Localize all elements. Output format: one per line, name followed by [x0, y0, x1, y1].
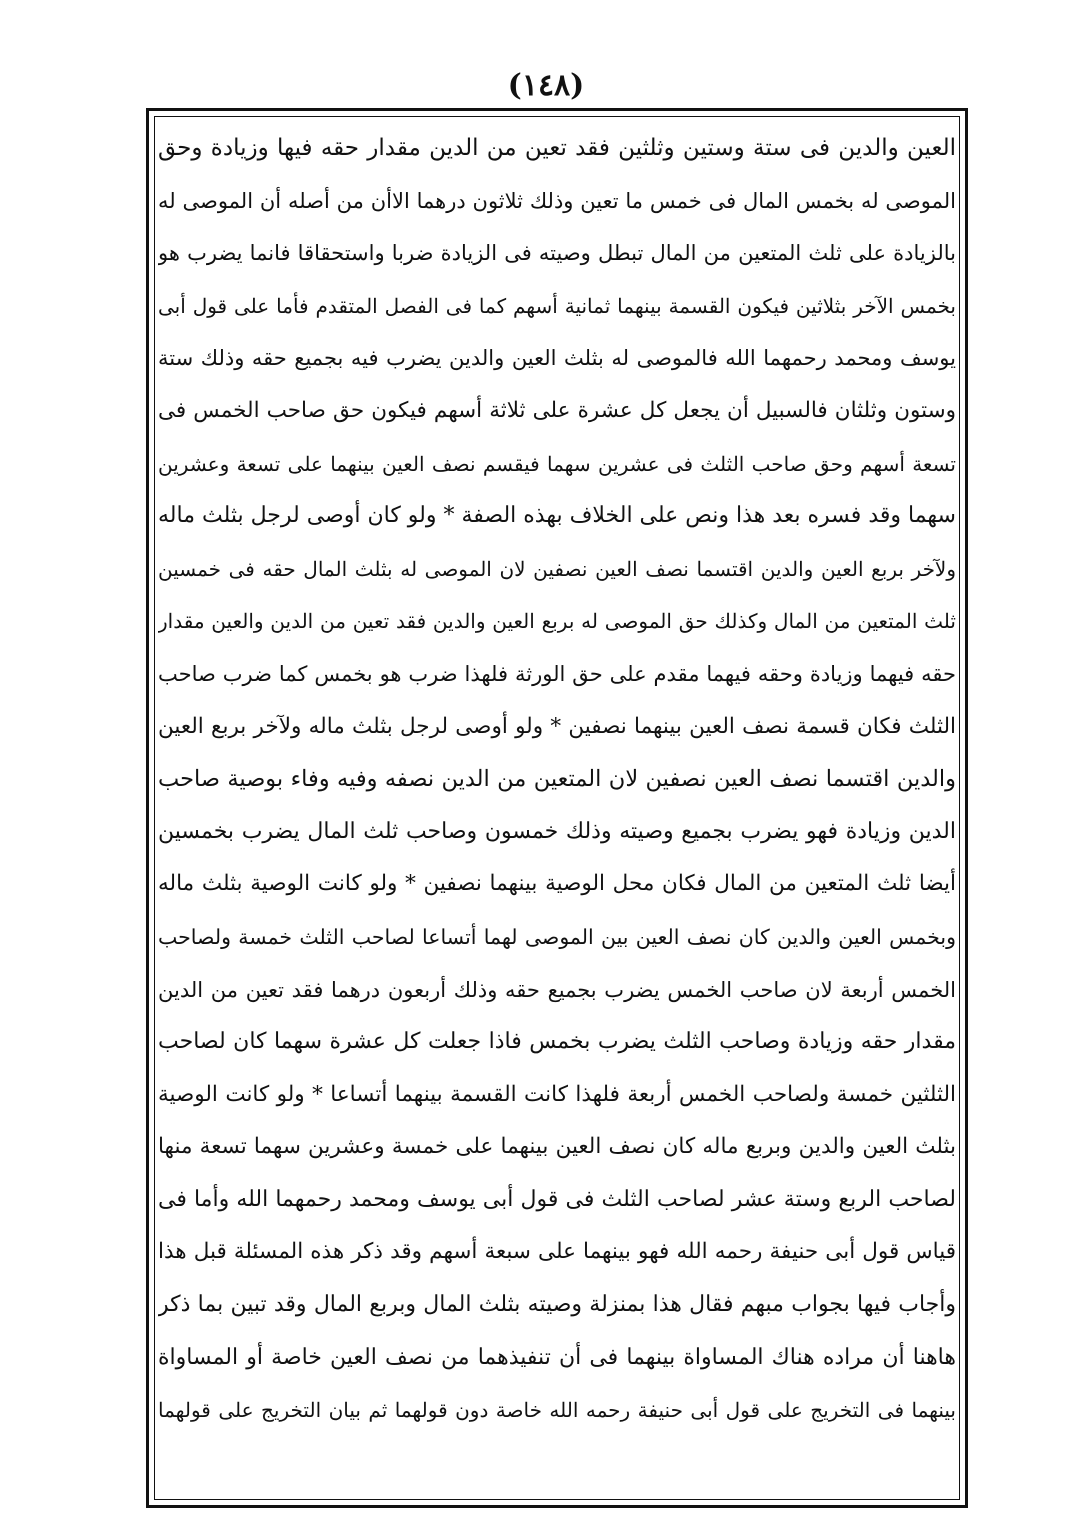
text-line: سهما وقد فسره بعد هذا ونص على الخلاف بهذه الصفة * ولو كان أوصى لرجل بثلث ماله — [158, 503, 956, 529]
text-line: الدين وزيادة فهو يضرب بجميع وصيته وذلك خمسون وصاحب ثلث المال يضرب بخمسين — [158, 818, 956, 844]
text-line: بخمس الآخر بثلاثين فيكون القسمة بينهما ثمانية أسهم كما فى الفصل المتقدم فأما على قول أبى — [158, 293, 956, 318]
text-line: الثلث فكان قسمة نصف العين بينهما نصفين * ولو أوصى لرجل بثلث ماله ولآخر بربع العين — [158, 713, 956, 739]
text-line: بينهما فى التخريج على قول أبى حنيفة رحمه الله خاصة دون قولهما ثم بيان التخريج على قولهما — [158, 1398, 956, 1423]
text-line: العين والدين فى ستة وستين وثلثين فقد تعين من الدين مقدار حقه فيها وزيادة وحق — [158, 135, 956, 161]
text-line: مقدار حقه وزيادة وصاحب الثلث يضرب بخمس فاذا جعلت كل عشرة سهما كان لصاحب — [158, 1029, 956, 1055]
text-line: حقه فيهما وزيادة وحقه فيهما مقدم على حق الورثة فلهذا ضرب هو بخمس كما ضرب صاحب — [158, 661, 956, 686]
text-line: بالزيادة على ثلث المتعين من المال تبطل وصيته فى الزيادة ضربا واستحقاقا فانما يضرب هو — [158, 241, 956, 266]
text-line: هاهنا أن مراده هناك المساواة بينهما فى أن تنفيذهما من نصف العين خاصة أو المساواة — [158, 1344, 956, 1370]
text-line: الخمس أربعة لان صاحب الخمس يضرب بجميع حقه وذلك أربعون درهما فقد تعين من الدين — [158, 977, 956, 1002]
text-line: الثلثين خمسة ولصاحب الخمس أربعة فلهذا كانت القسمة بينهما أتساعا * ولو كانت الوصية — [158, 1081, 956, 1107]
text-line: لصاحب الربع وستة عشر لصاحب الثلث فى قول أبى يوسف ومحمد رحمهما الله وأما فى — [158, 1186, 956, 1212]
text-line: قياس قول أبى حنيفة رحمه الله فهو بينهما على سبعة أسهم وقد ذكر هذه المسئلة قبل هذا — [158, 1239, 956, 1265]
text-line: أيضا ثلث المتعين من المال فكان محل الوصية بينهما نصفين * ولو كانت الوصية بثلث ماله — [158, 871, 956, 897]
text-line: تسعة أسهم وحق صاحب الثلث فى عشرين سهما فيقسم نصف العين بينهما على تسعة وعشرين — [158, 451, 956, 476]
text-line: وستون وثلثان فالسبيل أن يجعل كل عشرة على ثلاثة أسهم فيكون حق صاحب الخمس فى — [158, 397, 956, 423]
page-number: (١٤٨) — [507, 68, 585, 103]
text-line: الموصى له بخمس المال فى خمس ما تعين وذلك ثلاثون درهما الاأن من أصله أن الموصى له — [158, 188, 956, 213]
text-line: بثلث العين والدين وبربع ماله كان نصف العين بينهما على خمسة وعشرين سهما تسعة منها — [158, 1134, 956, 1160]
text-line: وبخمس العين والدين كان نصف العين بين الموصى لهما أتساعا لصاحب الثلث خمسة ولصاحب — [158, 924, 956, 949]
text-line: ثلث المتعين من المال وكذلك حق الموصى له بربع العين والدين فقد تعين من الدين والعين مقدار — [158, 609, 956, 634]
text-line: ولآخر بربع العين والدين اقتسما نصف العين نصفين لان الموصى له بثلث المال حقه فى خمسين — [158, 556, 956, 581]
text-line: يوسف ومحمد رحمهما الله فالموصى له بثلث العين والدين يضرب فيه بجميع حقه وذلك ستة — [158, 346, 956, 371]
text-body — [158, 122, 956, 1492]
text-line: والدين اقتسما نصف العين نصفين لان المتعين من الدين نصفه وفيه وفاء بوصية صاحب — [158, 766, 956, 793]
text-line: وأجاب فيها بجواب مبهم فقال هذا بمنزلة وصيته بثلث المال وبربع المال وقد تبين بما ذكر — [158, 1292, 956, 1318]
